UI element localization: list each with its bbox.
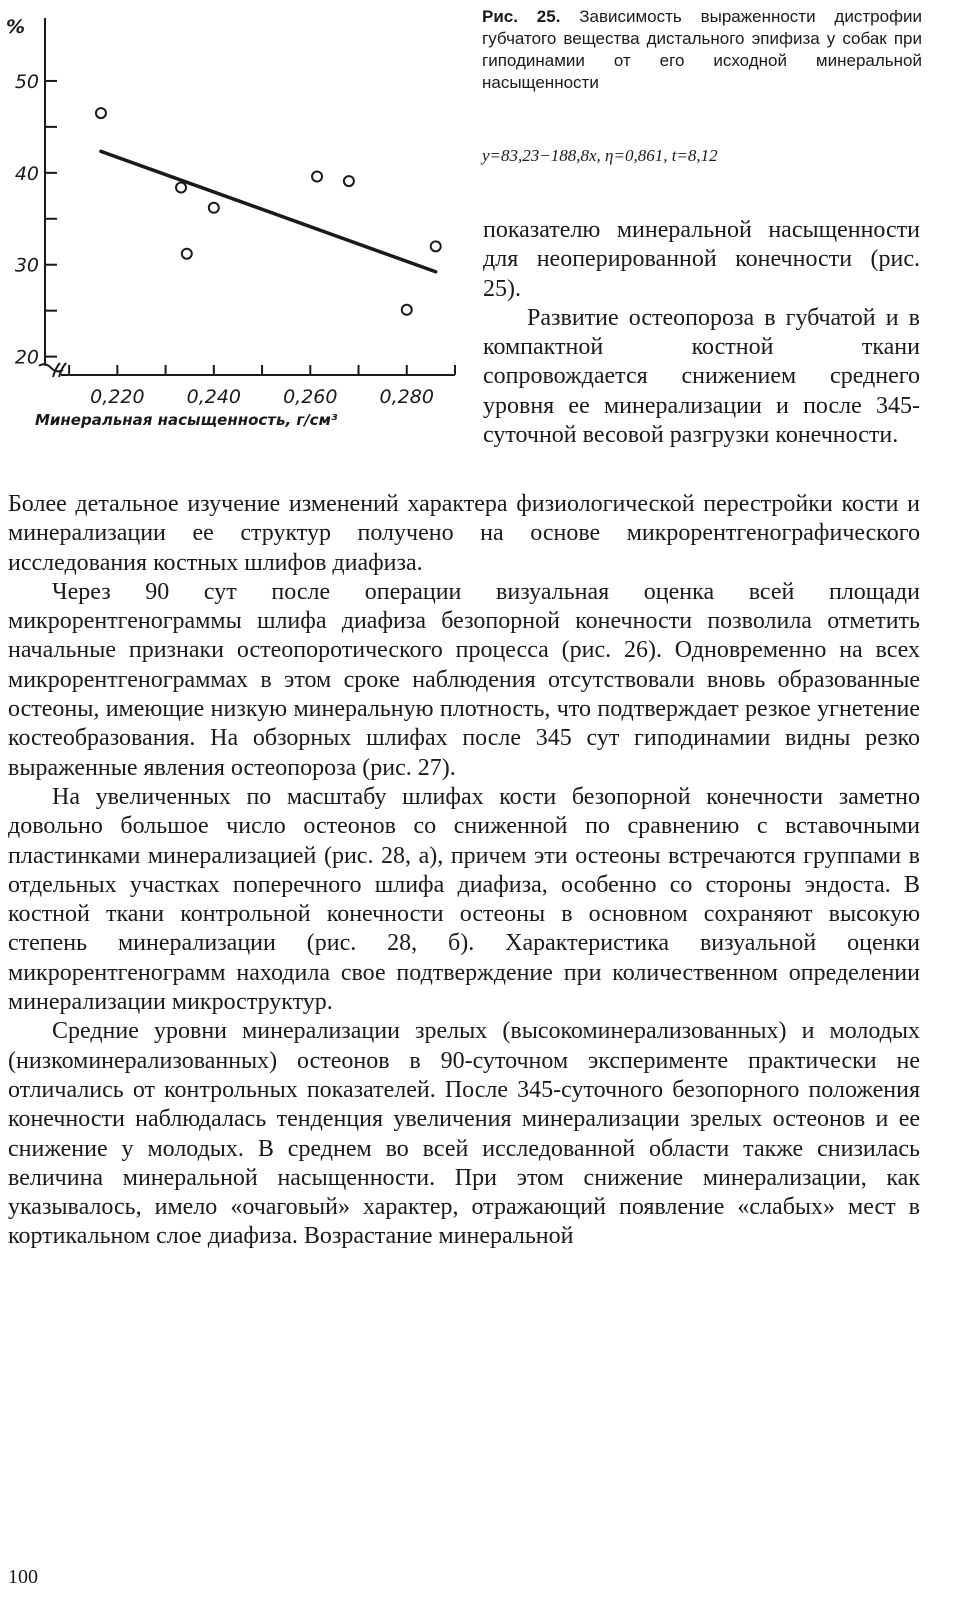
- figure-25: [0, 0, 470, 440]
- scatter-point: [182, 249, 192, 259]
- y-tick-label: 50: [14, 70, 39, 93]
- x-tick-label: 0,260: [283, 386, 338, 408]
- side-text-column: [483, 216, 920, 450]
- caption-text: Зависимость выраженности дистрофии губчатого вещества дистального эпифиза у собак при гиподинамии от его исходной минеральной насыщенности: [482, 7, 922, 92]
- scatter-point: [344, 176, 354, 186]
- scatter-point: [402, 305, 412, 315]
- regression-formula: y=83,23−188,8x, η=0,861, t=8,12: [482, 146, 718, 165]
- y-axis-label: %: [6, 16, 26, 38]
- paragraph: показателю минеральной насыщенности для неоперированной конечности (рис. 25).: [483, 217, 920, 302]
- x-tick-label: 0,220: [90, 386, 145, 408]
- y-tick-label: 40: [14, 162, 39, 185]
- page-number: 100: [8, 1566, 38, 1588]
- y-tick-label: 20: [14, 346, 39, 369]
- x-axis-title: Минеральная насыщенность, г/см³: [35, 411, 338, 429]
- caption-label: Рис. 25.: [482, 7, 561, 26]
- paragraph: Развитие остеопороза в губчатой и в компактной костной ткани сопровождается снижением среднего уровня ее минерализации и после 345-суточной весовой разгрузки конечности.: [483, 304, 920, 449]
- paragraph: Более детальное изучение изменений характера физиологической перестройки кости и минерализации ее структур получено на основе микрорентгенографического исследования костных шлифов диафиза.: [8, 491, 920, 576]
- paragraph: Через 90 сут после операции визуальная оценка всей площади микрорентгенограммы шлифа диафиза безопорной конечности позволила отметить начальные признаки остеопоротического процесса (рис. 26). Одновременно на всех микрорентгенограммах в этом сроке наблюдения отсутствовали вновь образованные остеоны, имеющие низкую минеральную плотность, что подтверждает резкое угнетение костеобразования. На обзорных шлифах после 345 сут гиподинамии видны резко выраженные явления остеопороза (рис. 27).: [8, 578, 920, 781]
- scatter-point: [176, 183, 186, 193]
- scatter-point: [312, 172, 322, 182]
- y-axis-break: [39, 364, 63, 371]
- scatter-point: [431, 241, 441, 251]
- figure-caption: [482, 6, 922, 94]
- y-tick-label: 30: [14, 254, 39, 277]
- scatter-chart: [0, 0, 470, 440]
- regression-line: [101, 151, 436, 271]
- paragraph: Средние уровни минерализации зрелых (высокоминерализованных) и молодых (низкоминерализованных) остеонов в 90-суточном эксперименте практически не отличались от контрольных показателей. После 345-суточного безопорного положения конечности наблюдалась тенденция увеличения минерализации зрелых остеонов и ее снижение у молодых. В среднем во всей исследованной области также снизилась величина минеральной насыщенности. При этом снижение минерализации, как указывалось, имело «очаговый» характер, отражающий появление «слабых» мест в кортикальном слое диафиза. Возрастание минеральной: [8, 1018, 920, 1250]
- scatter-point: [209, 203, 219, 213]
- x-tick-label: 0,240: [186, 386, 242, 408]
- paragraph: На увеличенных по масштабу шлифах кости безопорной конечности заметно довольно большое число остеонов со сниженной по сравнению с вставочными пластинками минерализацией (рис. 28, а), причем эти остеоны встречаются группами в отдельных участках поперечного шлифа диафиза, особенно со стороны эндоста. В костной ткани контрольной конечности остеоны в основном сохраняют высокую степень минерализации (рис. 28, б). Характеристика визуальной оценки микрорентгенограмм находила свое подтверждение при количественном определении минерализации микроструктур.: [8, 783, 920, 1016]
- scatter-point: [96, 108, 106, 118]
- main-text-column: [8, 490, 920, 1252]
- x-tick-label: 0,280: [379, 386, 434, 408]
